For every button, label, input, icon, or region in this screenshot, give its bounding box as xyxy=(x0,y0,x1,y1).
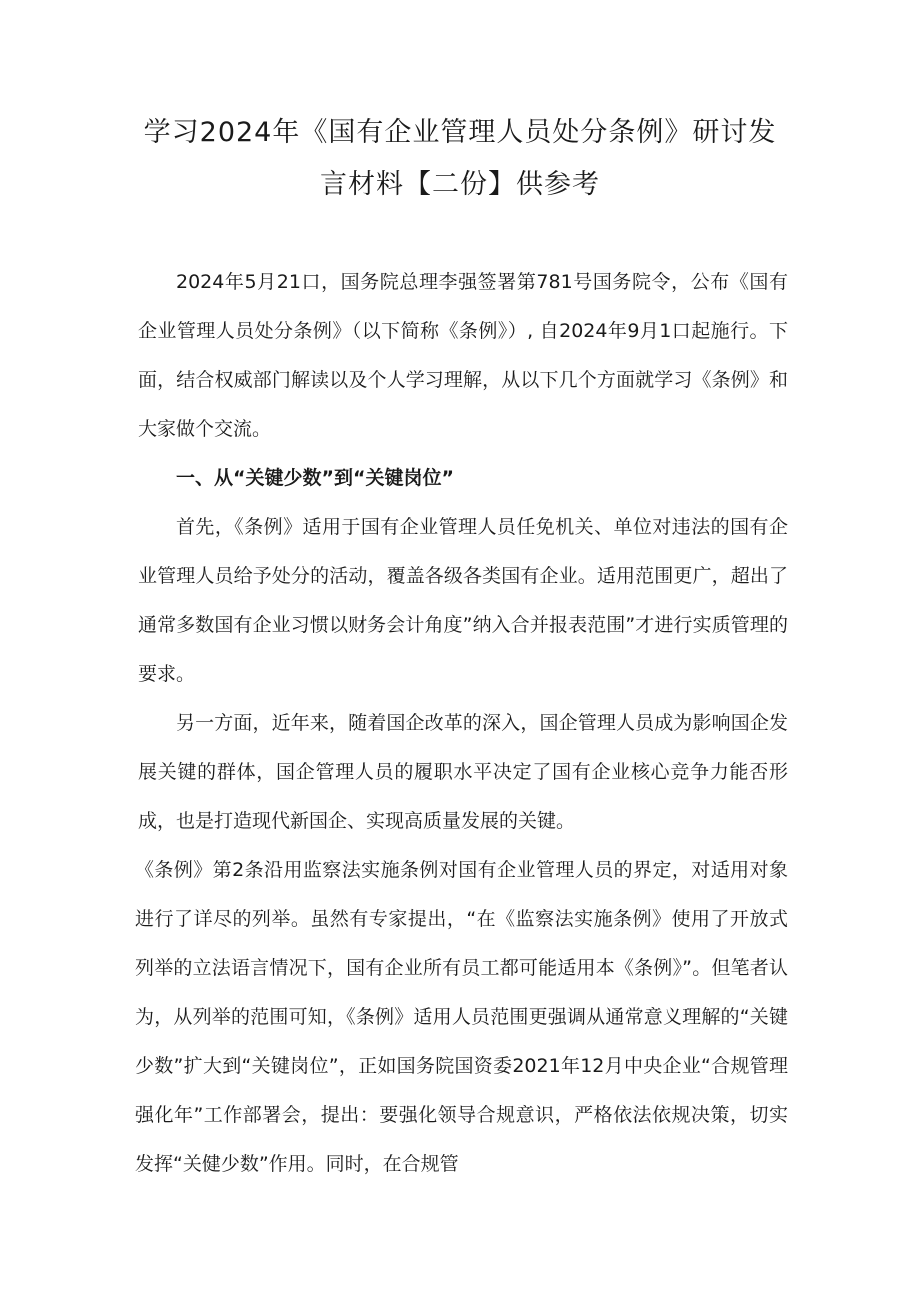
paragraph-scope: 首先，《条例》适用于国有企业管理人员任免机关、单位对违法的国有企业管理人员给予处分的活动，覆盖各级各类国有企业。适用范围更广，超出了通常多数国有企业习惯以财务会计角度”纳入合并报表范围”才进行实质管理的要求。 xyxy=(138,516,788,685)
document-title-line-1: 学习2024年《国有企业管理人员处分条例》研讨发 xyxy=(143,117,777,148)
paragraph-reform: 另一方面，近年来，随着国企改革的深入，国企管理人员成为影响国企发展关键的群体，国企管理人员的履职水平决定了国有企业核心竞争力能否形成，也是打造现代新国企、实现高质量发展的关键。 xyxy=(138,712,788,832)
paragraph-intro: 2024年5月21口，国务院总理李强签署第781号国务院令，公布《国有企业管理人员处分条例》（以下简称《条例》）, 自2024年9月1口起施行。下面，结合权威部门解读以及个人学习理解，从以下几个方面就学习《条例》和大家做个交流。 xyxy=(138,271,788,440)
document-title-line-2: 言材料【二份】供参考 xyxy=(320,169,600,200)
document-body xyxy=(135,258,788,1189)
section-heading-1: 一、从“关键少数”到“关键岗位” xyxy=(176,467,454,489)
paragraph-article-2: 《条例》第2条沿用监察法实施条例对国有企业管理人员的界定，对适用对象进行了详尽的列举。虽然有专家提出，“在《监察法实施条例》使用了开放式列举的立法语言情况下，国有企业所有员工都可能适用本《条例》”。但笔者认为，从列举的范围可知，《条例》适用人员范围更强调从通常意义理解的“关键少数”扩大到“关键岗位”，正如国务院国资委2021年12月中央企业“合规管理强化年”工作部署会，提出：要强化领导合规意识，严格依法依规决策，切实发挥“关健少数”作用。同时，在合规管 xyxy=(135,859,788,1175)
